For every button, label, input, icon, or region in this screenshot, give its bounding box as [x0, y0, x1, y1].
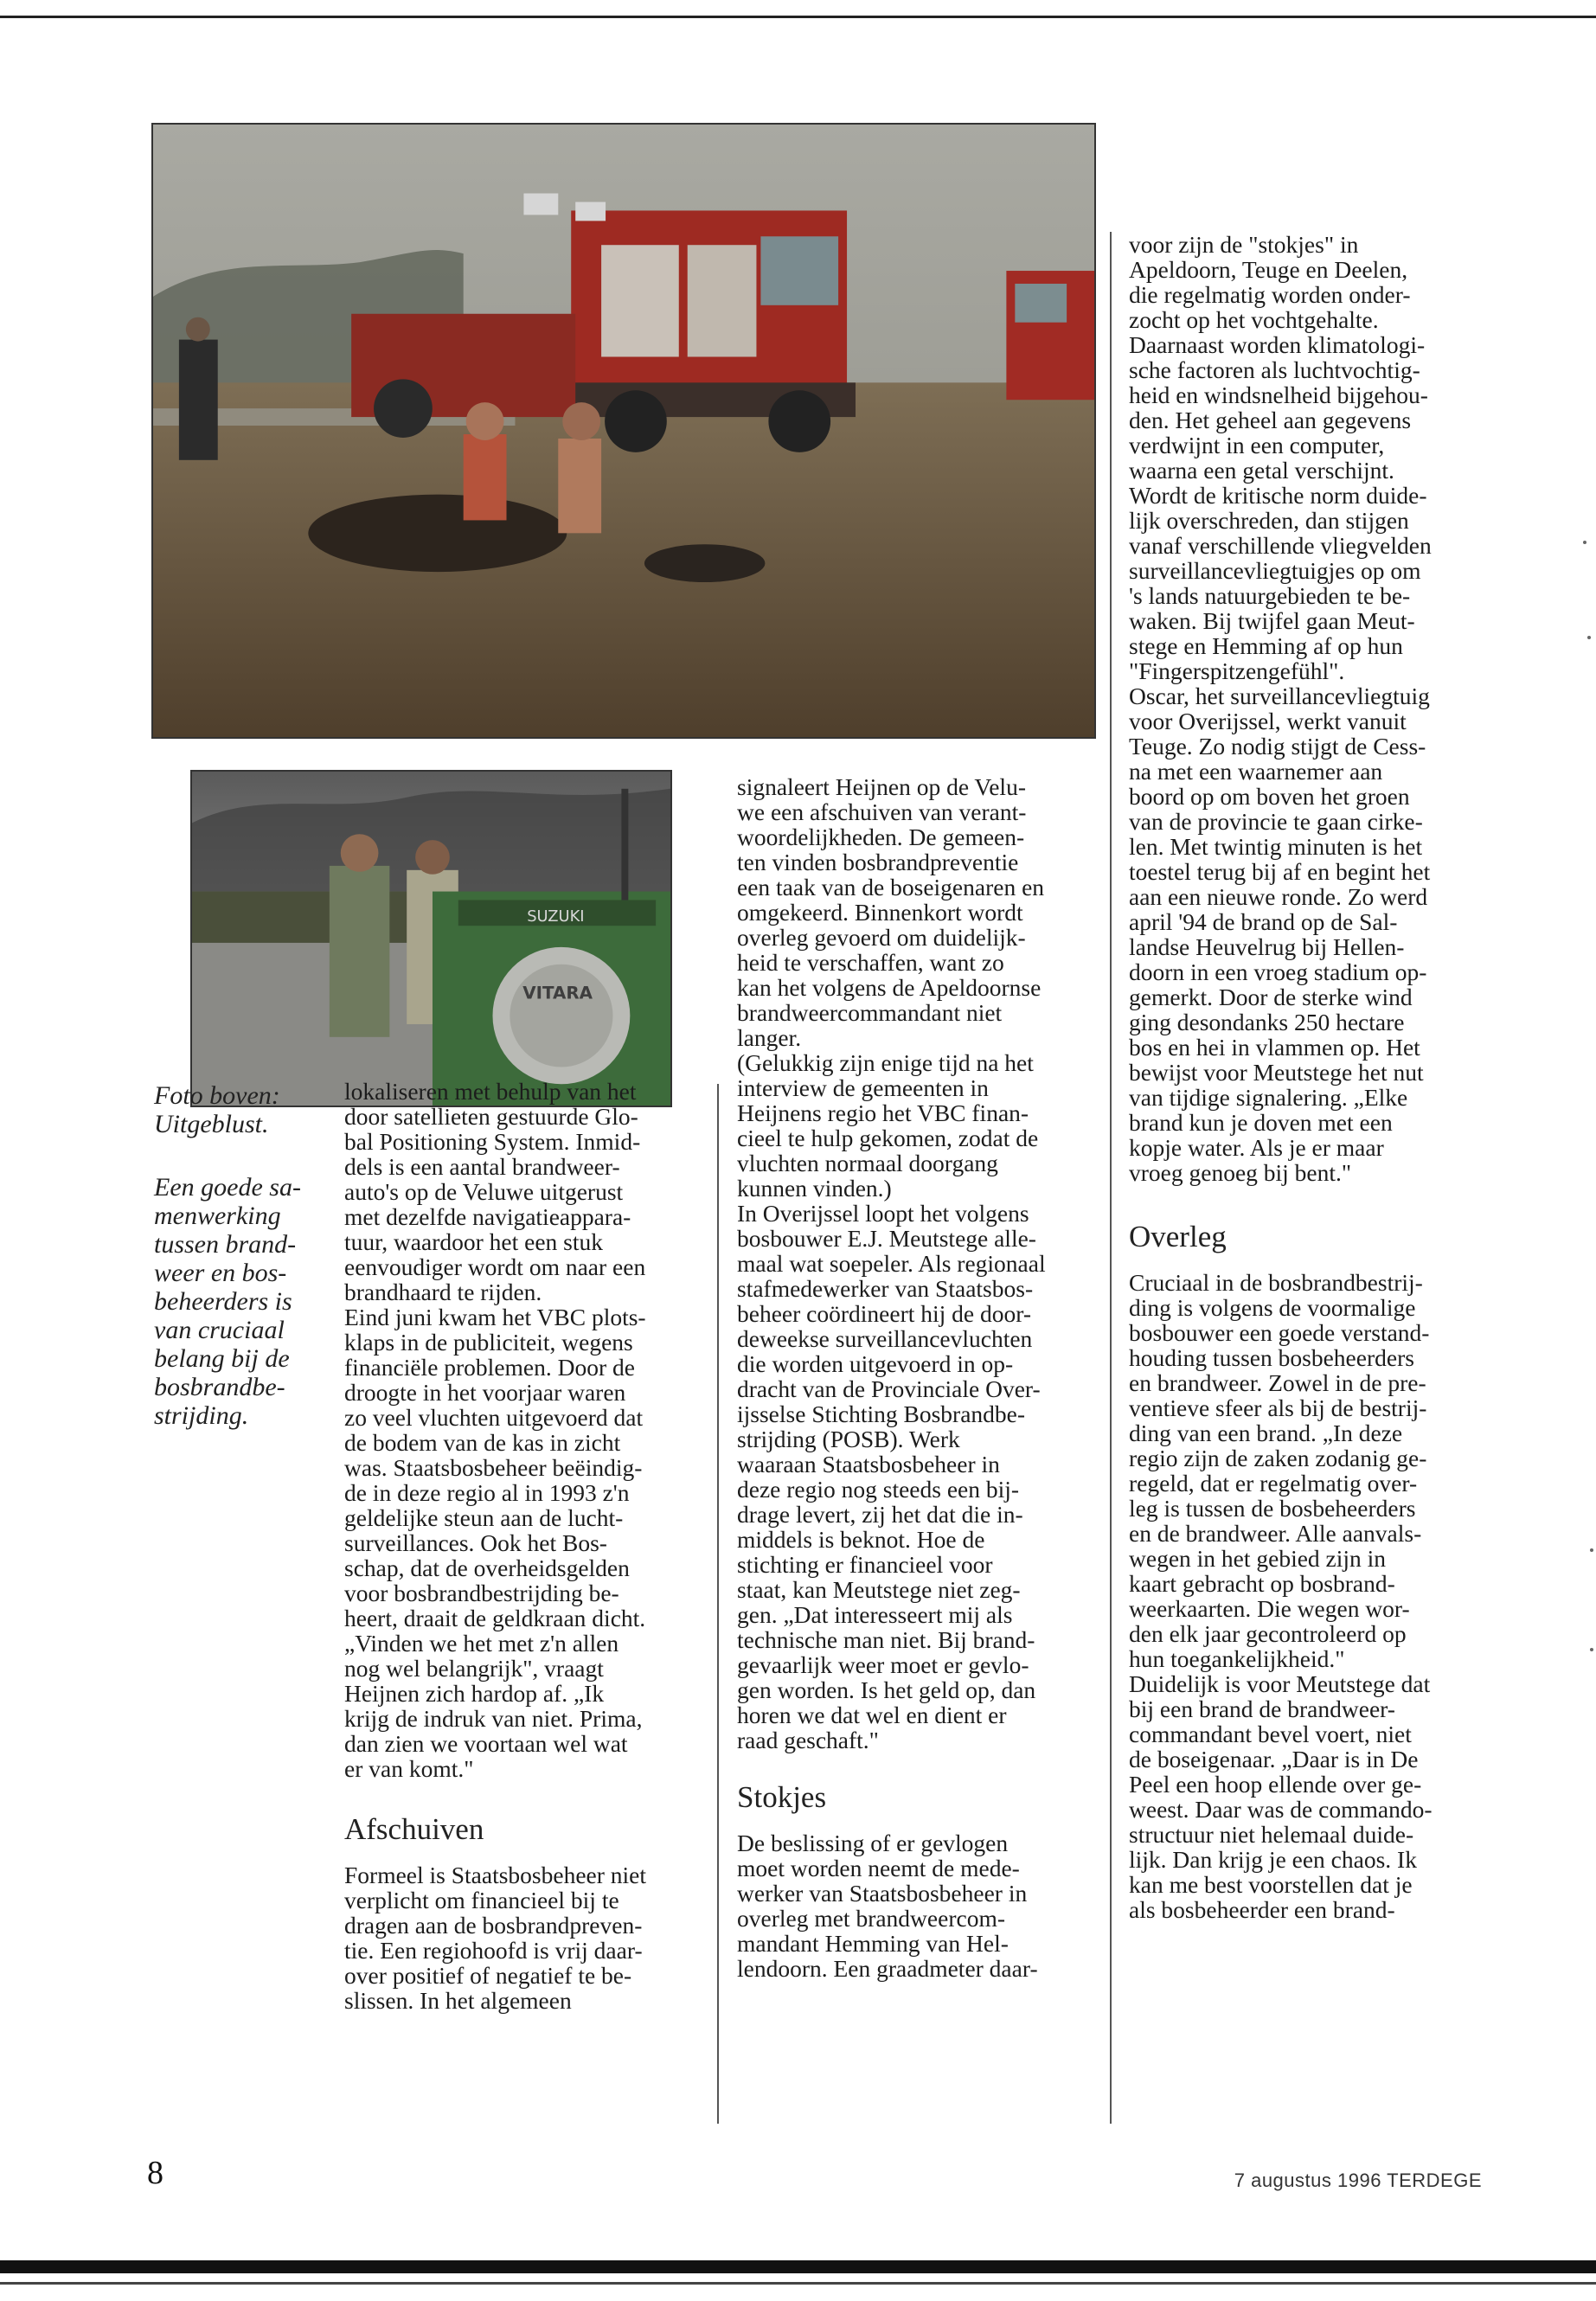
margin-speck: [1587, 636, 1591, 639]
car-brand-label: SUZUKI: [527, 907, 585, 926]
column1-paragraph-3: Formeel is Staatsbosbeheer niet verplicht om financieel bij te dragen aan de bosbrandpreven- tie. Een regiohoofd is vrij daar- over positief of negatief te be- slissen. In het algemeen: [344, 1862, 647, 2014]
margin-speck: [1590, 1548, 1593, 1552]
top-rule: [0, 16, 1596, 18]
column1-paragraph-2: Eind juni kwam het VBC plots- klaps in de publiciteit, wegens financiële problemen. Door de droogte in het voorjaar waren zo veel vluchten uitgevoerd dat de bodem van de kas in zicht was. Staatsbosbeheer beëindig- de in deze regio al in 1993 z'n geldelijke steun aan de lucht- surveillances. Ook het Bos- schap, dat de overheidsgelden voor bosbrandbestrijding be- heert, draait de geldkraan dicht. „Vinden we het met z'n allen nog wel belangrijk", vraagt Heijnen zich hardop af. „Ik krijg de indruk van niet. Prima, dan zien we voortaan wel wat er van komt.": [344, 1304, 646, 1782]
spare-wheel-label: VITARA: [522, 983, 593, 1003]
column2-paragraph-1: signaleert Heijnen op de Velu- we een afschuiven van verant- woordelijkheden. De gemeen- ten vinden bosbrandpreventie een taak van de boseigenaren en omgekeerd. Binnenkort wordt overleg gevoerd om duidelijk- heid te verschaffen, want zo kan het volgens de Apeldoornse brandweercommandant niet langer.: [737, 773, 1045, 1051]
column2-heading: Stokjes: [737, 1780, 827, 1814]
bottom-bar: [0, 2260, 1596, 2273]
column1-heading: Afschuiven: [344, 1812, 484, 1846]
article-column-3: [1129, 232, 1492, 1922]
column1-paragraph-1: lokaliseren met behulp van het door satellieten gestuurde Glo- bal Positioning System. Inmid- dels is een aantal brandweer- auto's op de Veluwe uitgerust met dezelfde navigatieappara- tuur, waardoor het een stuk eenvoudiger wordt om naar een brandhaard te rijden.: [344, 1078, 646, 1305]
caption-middle-photo: Een goede sa- menwerking tussen brand- weer en bos- beheerders is van cruciaal belang bij de bosbrandbe- strijding.: [154, 1173, 301, 1430]
column2-paragraph-2: (Gelukkig zijn enige tijd na het interview de gemeenten in Heijnens regio het VBC finan- cieel te hulp gekomen, zodat de vluchten normaal doorgang kunnen vinden.): [737, 1049, 1039, 1202]
bottom-rule: [0, 2282, 1596, 2285]
photo-caption: [154, 1081, 310, 1465]
column3-paragraph-2: Oscar, het surveillancevliegtuig voor Overijssel, werkt vanuit Teuge. Zo nodig stijgt de Cess- na met een waarnemer aan boord op om boven het groen van de provincie te gaan cirke- len. Met twintig minuten is het toestel terug bij af en begint het aan een nieuwe ronde. Zo werd april '94 de brand op de Sal- landse Heuvelrug bij Hellen- doorn in een vroeg stadium op- gemerkt. Door de sterke wind ging desondanks 250 hectare bos en hei in vlammen op. Het bewijst voor Meutstege het nut van tijdige signalering. „Elke brand kun je doven met een kopje water. Als je er maar vroeg genoeg bij bent.": [1129, 683, 1431, 1186]
column3-paragraph-4: Duidelijk is voor Meutstege dat bij een brand de brandweer- commandant bevel voert, niet de boseigenaar. „Daar is in De Peel een hoop ellende over ge- weest. Daar was de commando- structuur niet helemaal duide- lijk. Dan krijg je een chaos. Ik kan me best voorstellen dat je als bosbeheerder een brand-: [1129, 1670, 1433, 1923]
column-divider-2: [1110, 232, 1112, 2124]
issue-footer: 7 augustus 1996 TERDEGE: [1234, 2170, 1482, 2191]
column3-paragraph-3: Cruciaal in de bosbrandbestrij- ding is volgens de voormalige bosbouwer een goede verstand- houding tussen bosbeheerders en brandweer. Zowel in de pre- ventieve sfeer als bij de bestrij- ding van een brand. „In deze regio zijn de zaken zodanig ge- regeld, dat er regelmatig over- leg is tussen de bosbeheerders en de brandweer. Alle aanvals- wegen in het gebied zijn in kaart gebracht op bosbrand- weerkaarten. Die wegen wor- den elk jaar gecontroleerd op hun toegankelijkheid.": [1129, 1269, 1430, 1672]
margin-speck: [1590, 1648, 1593, 1651]
article-column-1: [344, 1079, 708, 2013]
photo-fire-truck: [151, 123, 1096, 739]
caption-top-photo: Foto boven: Uitgeblust.: [154, 1081, 280, 1138]
column-divider-1: [717, 1084, 719, 2124]
column3-paragraph-1: voor zijn de "stokjes" in Apeldoorn, Teuge en Deelen, die regelmatig worden onder- zocht op het vochtgehalte. Daarnaast worden klimatologi- sche factoren als luchtvochtig- heid en windsnelheid bijgehou- den. Het geheel aan gegevens verdwijnt in een computer, waarna een getal verschijnt. Wordt de kritische norm duide- lijk overschreden, dan stijgen vanaf verschillende vliegvelden surveillancevliegtuigjes op om 's lands natuurgebieden te be- waken. Bij twijfel gaan Meut- stege en Hemming af op hun "Fingerspitzengefühl".: [1129, 231, 1432, 684]
column2-paragraph-4: De beslissing of er gevlogen moet worden neemt de mede- werker van Staatsbosbeheer in overleg met brandweercom- mandant Hemming van Hel- lendoorn. Een graadmeter daar-: [737, 1830, 1038, 1982]
photo-suzuki-vitara: [190, 770, 672, 1107]
column2-paragraph-3: In Overijssel loopt het volgens bosbouwer E.J. Meutstege alle- maal wat soepeler. Als regionaal stafmedewerker van Staatsbos- beheer coördineert hij de door- deweekse surveillancevluchten die worden uitgevoerd in op- dracht van de Provinciale Over- ijsselse Stichting Bosbrandbe- strijding (POSB). Werk waaraan Staatsbosbeheer in deze regio nog steeds een bij- drage levert, zij het dat die in- middels is beknot. Hoe de stichting er financieel voor staat, kan Meutstege niet zeg- gen. „Dat interesseert mij als technische man niet. Bij brand- gevaarlijk weer moet er gevlo- gen worden. Is het geld op, dan horen we dat wel en dient er raad geschaft.": [737, 1200, 1046, 1753]
column3-heading: Overleg: [1129, 1220, 1227, 1253]
page-number: 8: [147, 2155, 163, 2191]
margin-speck: [1583, 541, 1586, 544]
article-column-2: [737, 774, 1100, 1981]
